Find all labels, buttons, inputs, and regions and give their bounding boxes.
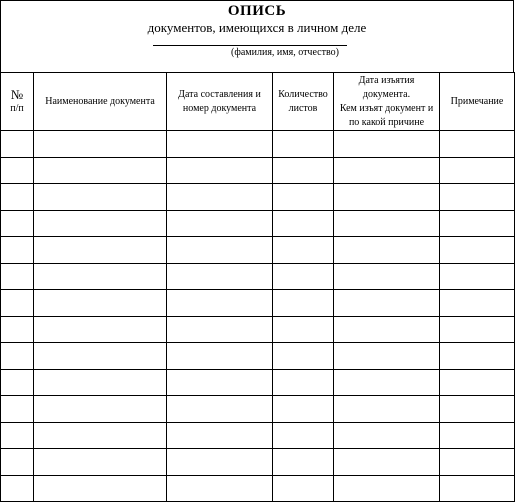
table-cell bbox=[1, 343, 34, 370]
table-cell bbox=[34, 396, 167, 423]
table-cell bbox=[440, 369, 515, 396]
table-cell bbox=[440, 131, 515, 158]
table-cell bbox=[273, 157, 334, 184]
table-cell bbox=[440, 263, 515, 290]
table-cell bbox=[334, 263, 440, 290]
table-cell bbox=[440, 157, 515, 184]
table-row bbox=[1, 290, 515, 317]
table-cell bbox=[1, 475, 34, 502]
table-cell bbox=[34, 422, 167, 449]
column-header-document-name: Наименование документа bbox=[34, 73, 167, 131]
table-row bbox=[1, 396, 515, 423]
table-cell bbox=[440, 475, 515, 502]
table-cell bbox=[334, 343, 440, 370]
table-cell bbox=[334, 157, 440, 184]
table-cell bbox=[34, 157, 167, 184]
table-cell bbox=[167, 316, 273, 343]
name-fill-line bbox=[153, 45, 347, 46]
table-cell bbox=[440, 184, 515, 211]
table-cell bbox=[1, 210, 34, 237]
form-subtitle: документов, имеющихся в личном деле bbox=[147, 20, 367, 35]
table-cell bbox=[1, 184, 34, 211]
table-cell bbox=[334, 237, 440, 264]
table-cell bbox=[334, 422, 440, 449]
table-cell bbox=[34, 184, 167, 211]
table-cell bbox=[273, 210, 334, 237]
table-cell bbox=[1, 131, 34, 158]
name-hint: (фамилия, имя, отчество) bbox=[231, 47, 339, 58]
table-cell bbox=[273, 449, 334, 476]
table-cell bbox=[273, 475, 334, 502]
table-cell bbox=[1, 237, 34, 264]
table-cell bbox=[440, 316, 515, 343]
table-row bbox=[1, 343, 515, 370]
table-cell bbox=[273, 290, 334, 317]
table-cell bbox=[167, 263, 273, 290]
table-row bbox=[1, 157, 515, 184]
table-row bbox=[1, 369, 515, 396]
table-cell bbox=[334, 131, 440, 158]
form-title: ОПИСЬ bbox=[227, 3, 287, 19]
table-cell bbox=[273, 184, 334, 211]
table-row bbox=[1, 237, 515, 264]
table-body bbox=[1, 131, 515, 502]
table-cell bbox=[34, 131, 167, 158]
column-header-number bbox=[1, 73, 34, 131]
table-cell bbox=[167, 422, 273, 449]
table-cell bbox=[1, 449, 34, 476]
form-header bbox=[0, 0, 514, 72]
column-header-date-and-number: Дата составления и номер документа bbox=[167, 73, 273, 131]
table-cell bbox=[34, 369, 167, 396]
table-cell bbox=[34, 316, 167, 343]
table-cell bbox=[167, 396, 273, 423]
table-cell bbox=[167, 475, 273, 502]
table-cell bbox=[273, 422, 334, 449]
column-header-withdrawal bbox=[334, 73, 440, 131]
table-cell bbox=[1, 369, 34, 396]
table-header-row bbox=[1, 73, 515, 131]
column-header-sheet-count: Количество листов bbox=[273, 73, 334, 131]
table-row bbox=[1, 422, 515, 449]
table-cell bbox=[273, 263, 334, 290]
table-cell bbox=[34, 449, 167, 476]
table-cell bbox=[167, 237, 273, 264]
table-cell bbox=[167, 290, 273, 317]
table-row bbox=[1, 184, 515, 211]
table-cell bbox=[167, 184, 273, 211]
table-cell bbox=[440, 343, 515, 370]
table-cell bbox=[1, 263, 34, 290]
table-cell bbox=[34, 475, 167, 502]
table-row bbox=[1, 449, 515, 476]
table-row bbox=[1, 131, 515, 158]
table-cell bbox=[167, 369, 273, 396]
table-cell bbox=[273, 316, 334, 343]
column-header-note: Примечание bbox=[440, 73, 515, 131]
table-cell bbox=[34, 210, 167, 237]
table-cell bbox=[167, 157, 273, 184]
table-cell bbox=[273, 131, 334, 158]
table-cell bbox=[167, 210, 273, 237]
table-cell bbox=[1, 316, 34, 343]
table-cell bbox=[334, 475, 440, 502]
table-row bbox=[1, 210, 515, 237]
table-cell bbox=[273, 237, 334, 264]
table-cell bbox=[334, 184, 440, 211]
table-cell bbox=[34, 290, 167, 317]
withdrawal-reason-label: Кем изъят документ и по какой причине bbox=[339, 102, 434, 128]
table-cell bbox=[167, 449, 273, 476]
table-cell bbox=[167, 131, 273, 158]
table-cell bbox=[334, 369, 440, 396]
table-cell bbox=[34, 263, 167, 290]
table-cell bbox=[1, 396, 34, 423]
table-row bbox=[1, 316, 515, 343]
table-cell bbox=[34, 237, 167, 264]
table-cell bbox=[440, 210, 515, 237]
table-cell bbox=[334, 210, 440, 237]
table-cell bbox=[440, 449, 515, 476]
table-cell bbox=[440, 237, 515, 264]
table-cell bbox=[334, 290, 440, 317]
table-cell bbox=[334, 316, 440, 343]
table-cell bbox=[440, 396, 515, 423]
table-cell bbox=[440, 290, 515, 317]
table-cell bbox=[334, 396, 440, 423]
table-cell bbox=[167, 343, 273, 370]
table-cell bbox=[440, 422, 515, 449]
withdrawal-date-label: Дата изъятия документа. bbox=[358, 74, 415, 100]
number-sign: № bbox=[10, 86, 24, 102]
table-cell bbox=[273, 369, 334, 396]
table-cell bbox=[334, 449, 440, 476]
table-cell bbox=[273, 343, 334, 370]
inventory-table bbox=[0, 72, 515, 502]
table-row bbox=[1, 475, 515, 502]
table-cell bbox=[34, 343, 167, 370]
table-cell bbox=[1, 422, 34, 449]
table-row bbox=[1, 263, 515, 290]
table-cell bbox=[1, 157, 34, 184]
table-cell bbox=[1, 290, 34, 317]
table-cell bbox=[273, 396, 334, 423]
number-abbrev: п/п bbox=[10, 102, 24, 114]
